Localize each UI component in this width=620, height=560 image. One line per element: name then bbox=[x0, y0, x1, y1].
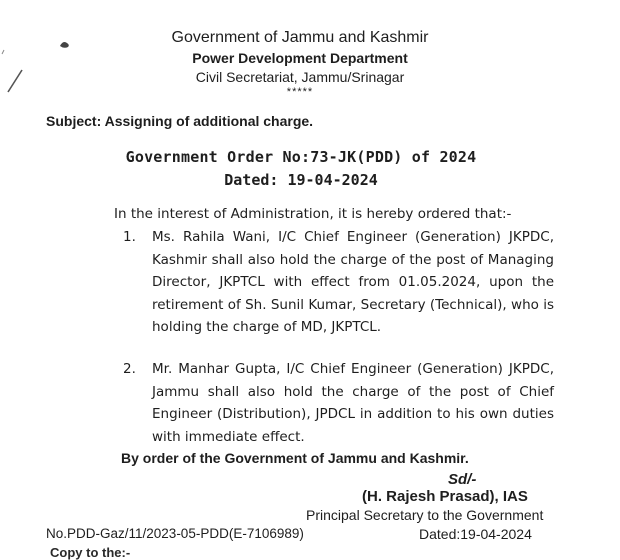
header-stars: ***** bbox=[286, 86, 314, 98]
order-date: Dated: 19-04-2024 bbox=[224, 171, 378, 189]
item-1-text: Ms. Rahila Wani, I/C Chief Engineer (Generation) JKPDC, Kashmir shall also hold the charge of the post of Managing Director, JKPTCL with effect from 01.05.2024, upon the retirement of Sh. Sunil Kumar, Secretary (Technical), who is holding the charge of MD, JKPTCL. bbox=[152, 229, 554, 336]
signatory-name: (H. Rajesh Prasad), IAS bbox=[362, 488, 528, 505]
header-department: Power Development Department bbox=[192, 50, 408, 66]
reference-date: Dated:19-04-2024 bbox=[419, 526, 532, 542]
item-2-number: 2. bbox=[123, 361, 136, 377]
header-government: Government of Jammu and Kashmir bbox=[171, 29, 429, 46]
by-order-line: By order of the Government of Jammu and Kashmir. bbox=[121, 450, 469, 466]
copy-to-heading: Copy to the:- bbox=[50, 545, 131, 560]
signature-sd: Sd/- bbox=[448, 471, 477, 488]
order-title: Government Order No:73-JK(PDD) of 2024 bbox=[125, 148, 477, 166]
reference-number: No.PDD-Gaz/11/2023-05-PDD(E-7106989) bbox=[46, 526, 304, 541]
item-2-text: Mr. Manhar Gupta, I/C Chief Engineer (Generation) JKPDC, Jammu shall also hold the charge of the post of Chief Engineer (Distribution), JPDCL in addition to his own duties with immediate effect. bbox=[152, 361, 554, 445]
header-office: Civil Secretariat, Jammu/Srinagar bbox=[195, 69, 405, 85]
intro-text: In the interest of Administration, it is hereby ordered that:- bbox=[114, 206, 512, 222]
subject-line: Subject: Assigning of additional charge. bbox=[46, 113, 314, 129]
signatory-designation: Principal Secretary to the Government bbox=[306, 507, 544, 523]
item-1-number: 1. bbox=[123, 229, 136, 245]
